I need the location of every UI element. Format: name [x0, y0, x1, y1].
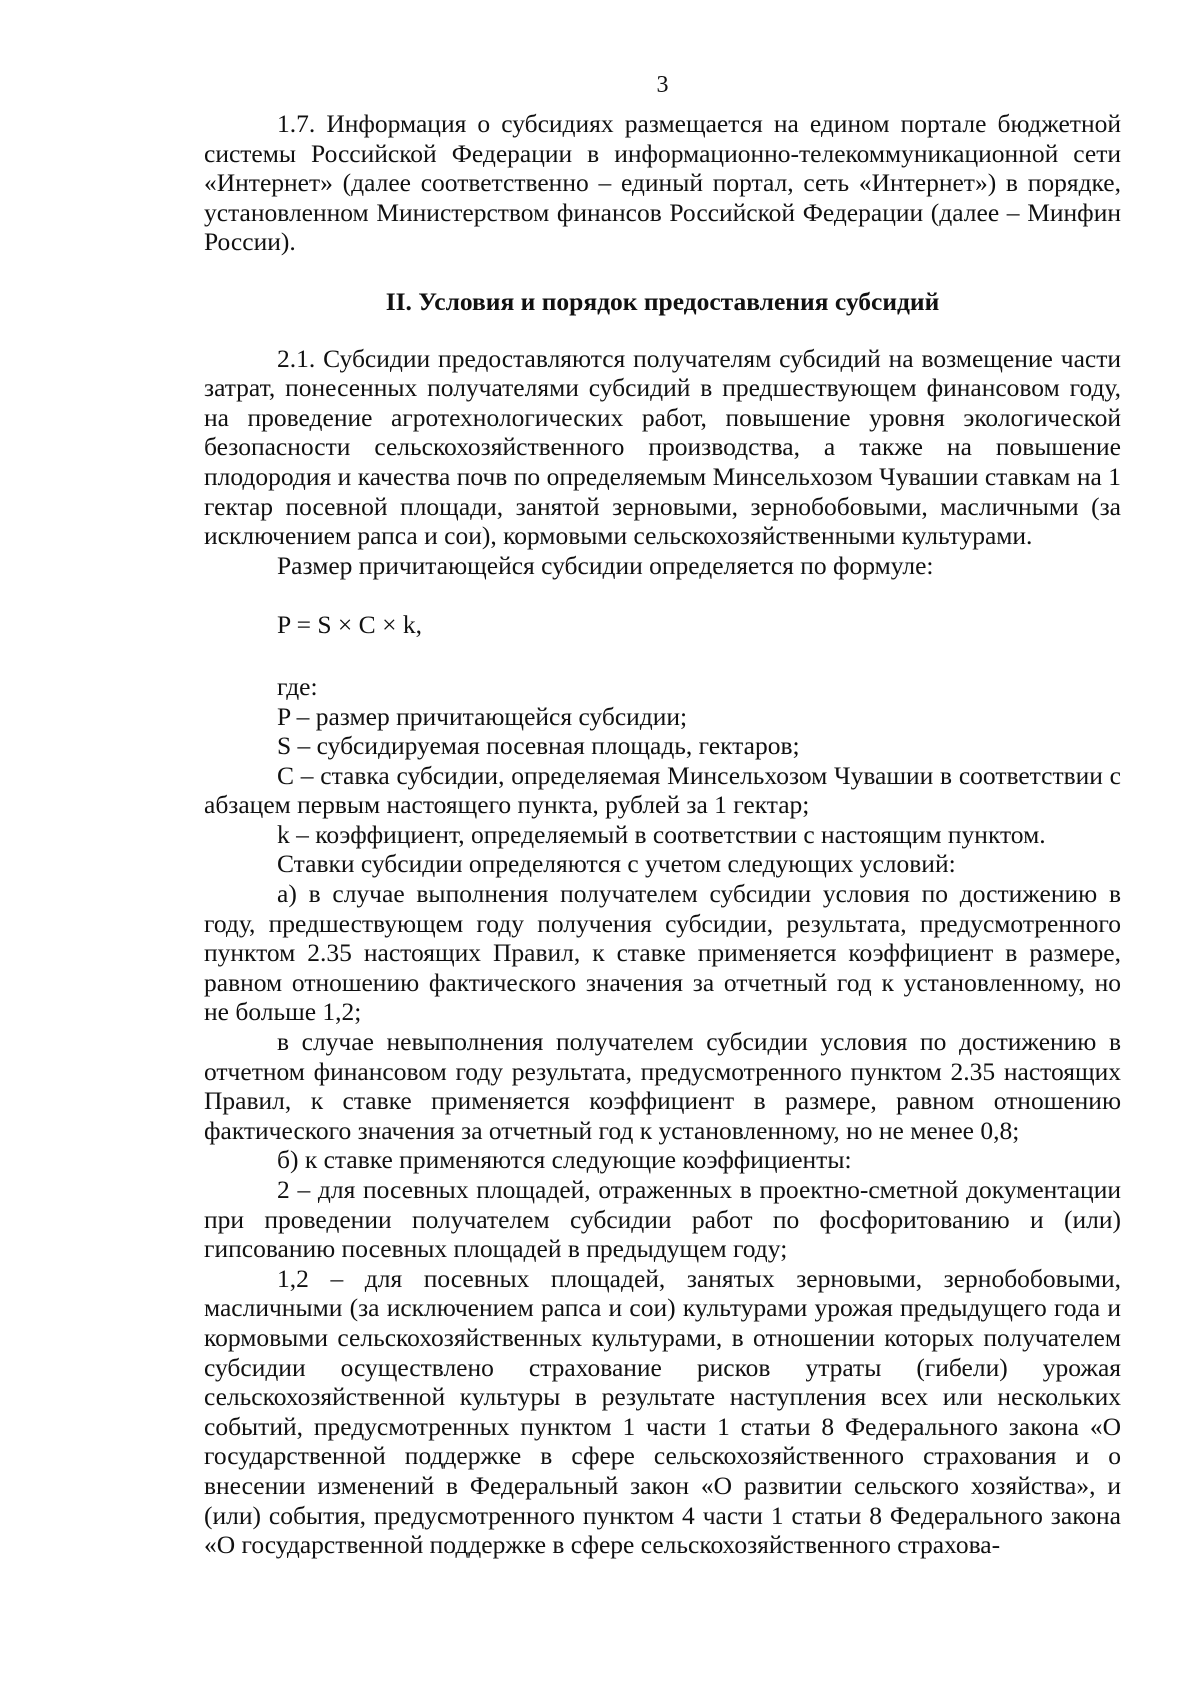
condition-b: б) к ставке применяются следующие коэффициенты:	[277, 1145, 852, 1175]
condition-a-failure: в случае невыполнения получателем субсидии условия по достижению в отчетном финансовом году результата, предусмотренного пунктом 2.35 настоящих Правил, к ставке применяется коэффициент в размере, равном отношению фактического значения за отчетный год к установленному, но не менее 0,8;	[204, 1027, 1121, 1145]
condition-a: а) в случае выполнения получателем субсидии условия по достижению в году, предшествующем году получения субсидии, результата, предусмотренного пунктом 2.35 настоящих Правил, к ставке применяется коэффициент в размере, равном отношению фактического значения за отчетный год к установленному, но не больше 1,2;	[204, 879, 1121, 1027]
formula-intro: Размер причитающейся субсидии определяется по формуле:	[277, 550, 934, 580]
definition-c: C – ставка субсидии, определяемая Минсельхозом Чувашии в соответствии с абзацем первым настоящего пункта, рублей за 1 гектар;	[204, 760, 1121, 820]
coefficient-1-2: 1,2 – для посевных площадей, занятых зерновыми, зернобобовыми, масличными (за исключением рапса и сои) культурами урожая предыдущего года и кормовыми сельскохозяйственных культурами, в отношении которых получателем субсидии осуществлено страхование рисков утраты (гибели) урожая сельскохозяйственной культуры в результате наступления всех или нескольких событий, предусмотренных пунктом 1 части 1 статьи 8 Федерального закона «О государственной поддержке в сфере сельскохозяйственного страхования и о внесении изменений в Федеральный закон «О развитии сельского хозяйства», и (или) события, предусмотренного пунктом 4 части 1 статьи 8 Федерального закона «О государственной поддержке в сфере сельскохозяйственного страхова-	[204, 1263, 1121, 1560]
definition-s: S – субсидируемая посевная площадь, гектаров;	[277, 731, 800, 761]
formula: P = S × C × k,	[277, 610, 422, 640]
paragraph-1-7: 1.7. Информация о субсидиях размещается на едином портале бюджетной системы Российской Федерации в информационно-телекоммуникационной сети «Интернет» (далее соответственно – единый портал, сеть «Интернет») в порядке, установленном Министерством финансов Российской Федерации (далее – Минфин России).	[204, 109, 1121, 257]
paragraph-2-1: 2.1. Субсидии предоставляются получателям субсидий на возмещение части затрат, понесенных получателями субсидий в предшествующем финансовом году, на проведение агротехнологических работ, повышение уровня экологической безопасности сельскохозяйственного производства, а также на повышение плодородия и качества почв по определяемым Минсельхозом Чувашии ставкам на 1 гектар посевной площади, занятой зерновыми, зернобобовыми, масличными (за исключением рапса и сои), кормовыми сельскохозяйственными культурами.	[204, 343, 1121, 551]
definition-p: P – размер причитающейся субсидии;	[277, 701, 688, 731]
section-heading: II. Условия и порядок предоставления субсидий	[385, 286, 940, 316]
document-body	[204, 109, 1121, 1560]
rates-intro: Ставки субсидии определяются с учетом следующих условий:	[277, 849, 956, 879]
page-number: 3	[656, 72, 669, 98]
definition-k: k – коэффициент, определяемый в соответствии с настоящим пунктом.	[277, 819, 1046, 849]
where-label: где:	[277, 671, 318, 701]
coefficient-2: 2 – для посевных площадей, отраженных в проектно-сметной документации при проведении получателем субсидии работ по фосфоритованию и (или) гипсованию посевных площадей в предыдущем году;	[204, 1175, 1121, 1264]
